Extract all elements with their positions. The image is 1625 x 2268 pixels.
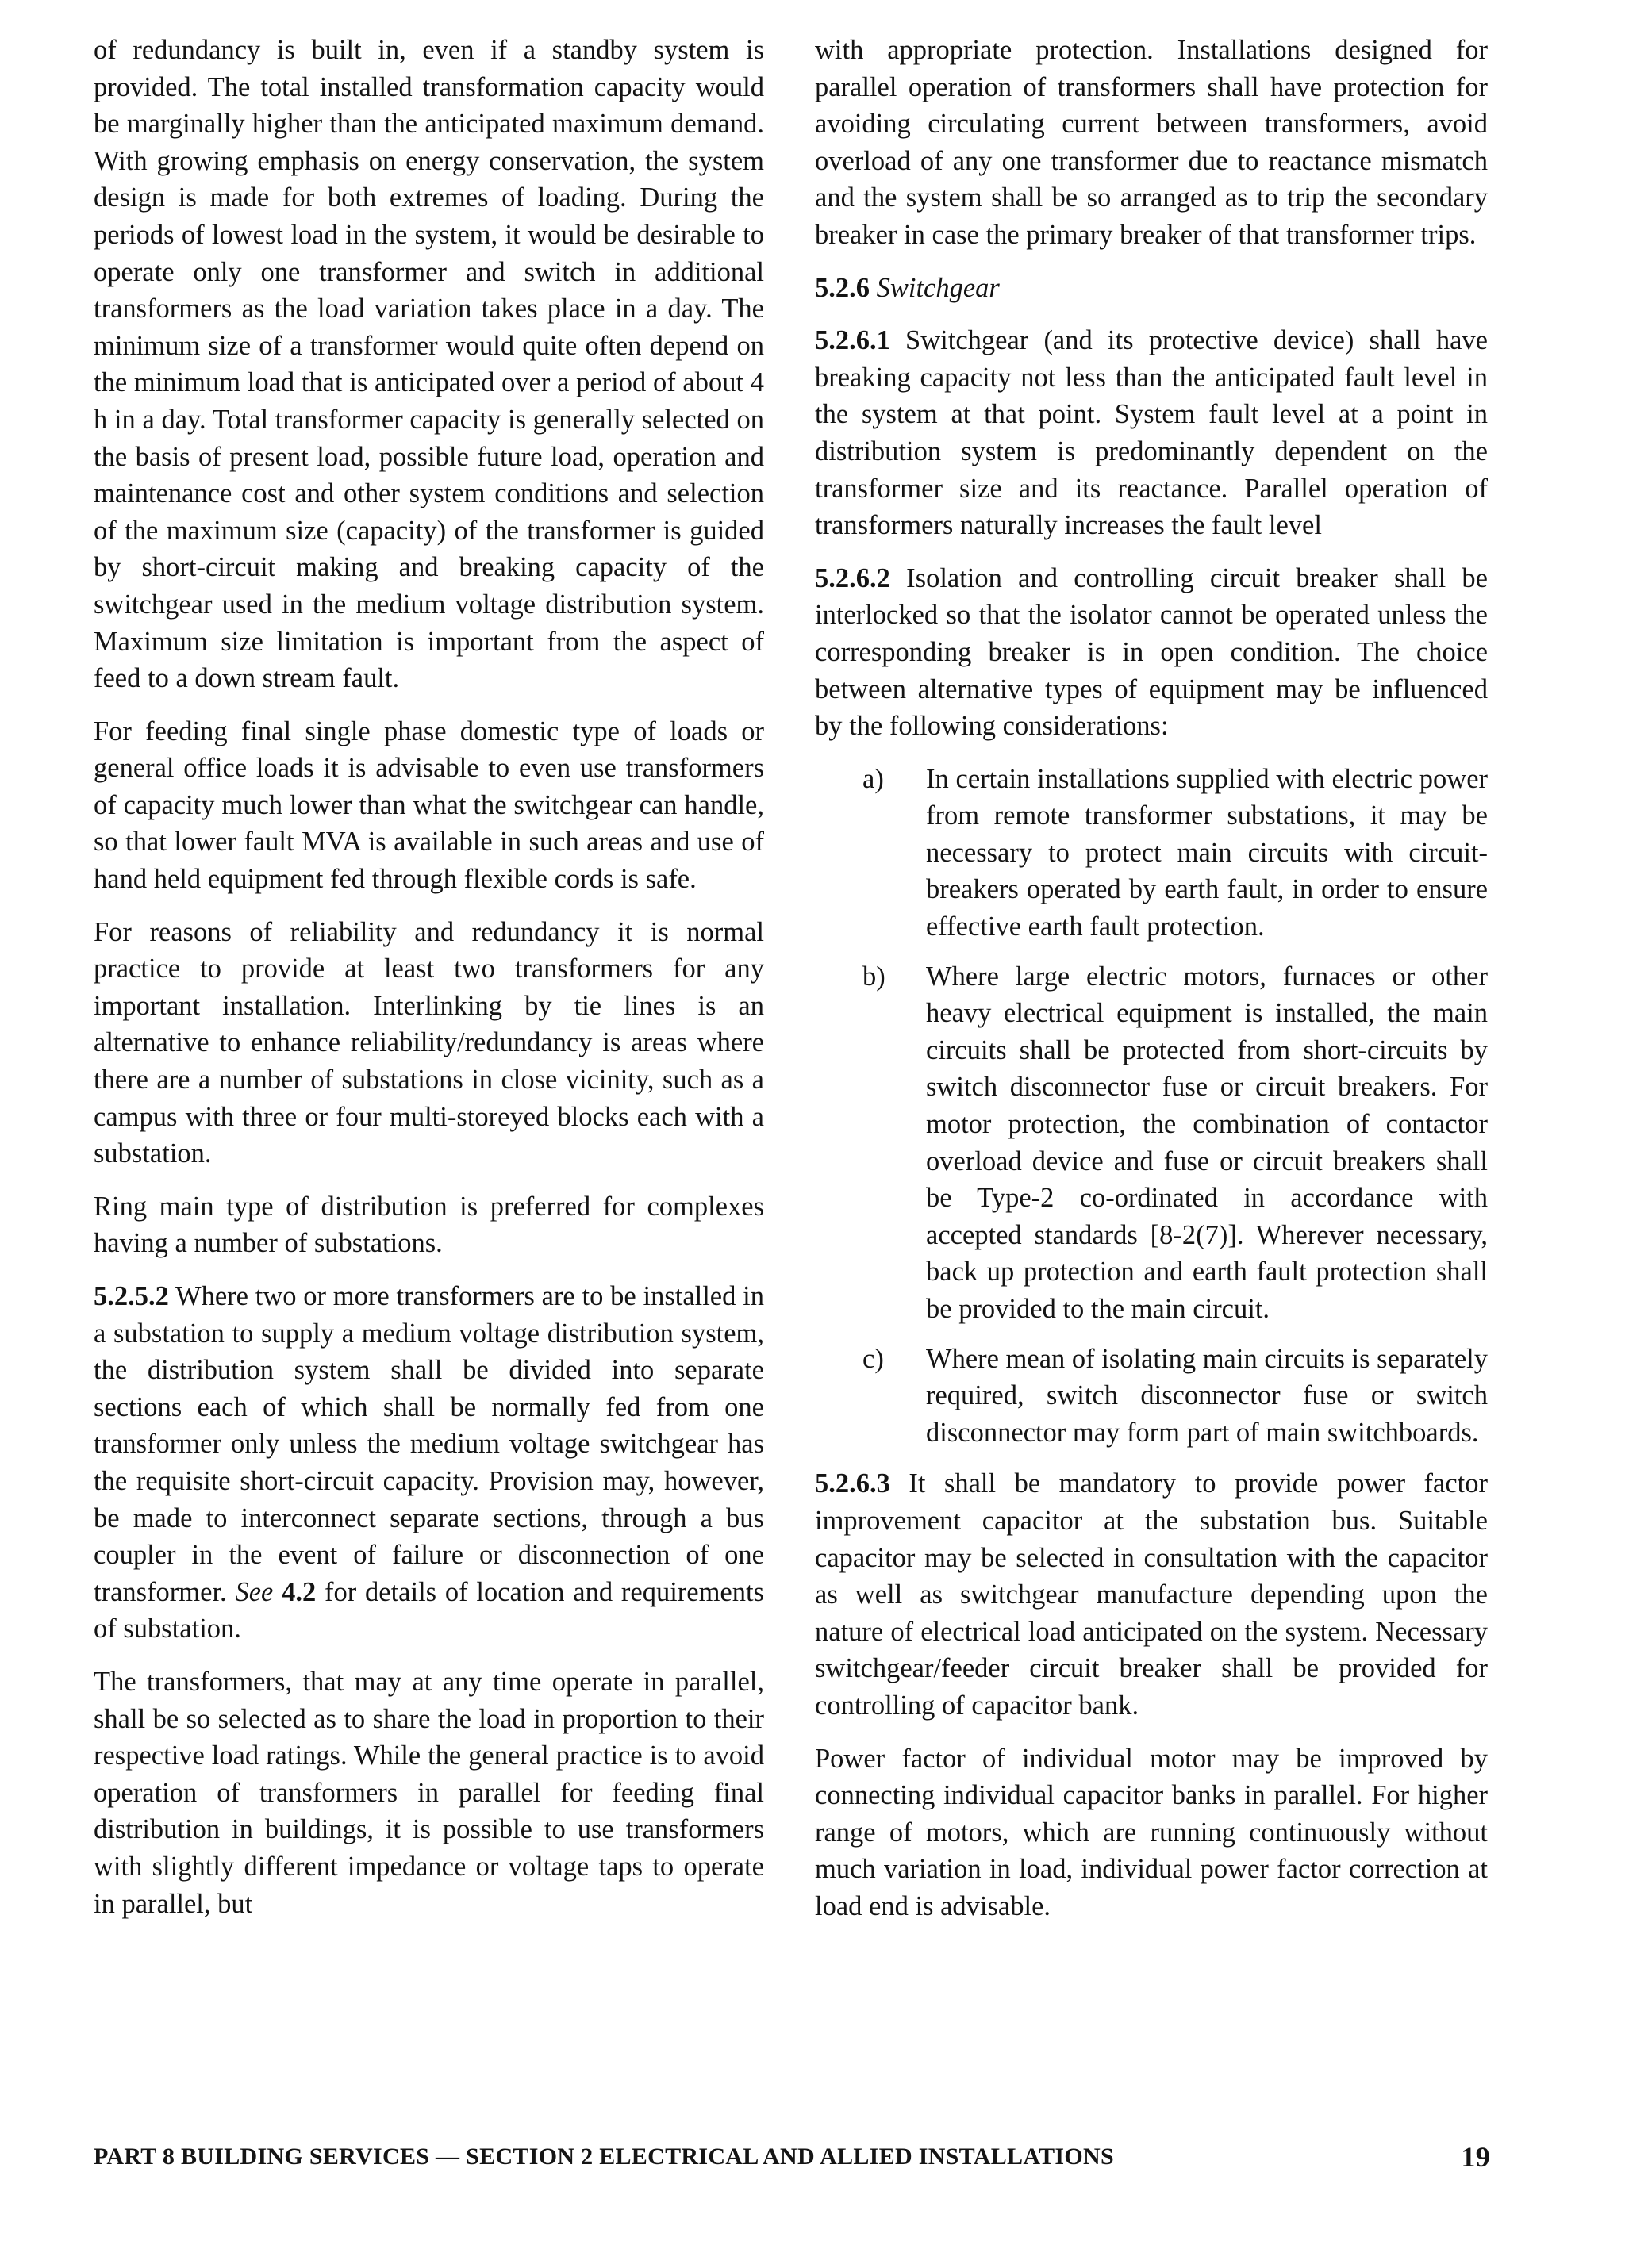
clause-5-2-6-1 [815, 322, 1488, 544]
clause-5-2-5-2 [94, 1278, 764, 1648]
paragraph-power-factor: Power factor of individual motor may be improved by connecting individual capacitor banks in parallel. For higher range of motors, which are running continuously without much variation in load, individual power factor correction at load end is advisable. [815, 1743, 1488, 1921]
list-item [815, 958, 1488, 1328]
clause-text: It shall be mandatory to provide power factor improvement capacitor at the substation bus. Suitable capacitor may be selected in consultation with the capacitor as well as switchgear manufacture depending upon the nature of electrical load anticipated on the system. Necessary switchgear/feeder circuit breaker shall be provided for controlling of capacitor bank. [815, 1468, 1488, 1721]
clause-text: Switchgear (and its protective device) shall have breaking capacity not less than the anticipated fault level in the system at that point. System fault level at a point in distribution system is predominantly dependent on the transformer size and its reactance. Parallel operation of transformers naturally increases the fault level [815, 325, 1488, 541]
see-reference-label: See [235, 1576, 274, 1607]
clause-number: 5.2.6.2 [815, 562, 890, 593]
paragraph-final-loads: For feeding final single phase domestic type of loads or general office loads it is advisable to even use transformers of capacity much lower than what the switchgear can handle, so that lower fault MVA is available in such areas and use of hand held equipment fed through flexible cords is safe. [94, 716, 764, 895]
page-number: 19 [1461, 2141, 1490, 2173]
list-marker: b) [862, 961, 885, 992]
clause-5-2-6-2 [815, 560, 1488, 745]
list-item [815, 1341, 1488, 1452]
list-item-text: Where large electric motors, furnaces or other heavy electrical equipment is installed, the main circuits shall be protected from short-circuits by switch disconnector fuse or circuit breakers. For motor protection, the combination of contactor overload device and fuse or circuit breakers shall be Type-2 co-ordinated in accordance with accepted standards [8-2(7)]. Wherever necessary, back up protection and earth fault protection shall be provided to the main circuit. [926, 961, 1488, 1324]
list-item-text: Where mean of isolating main circuits is separately required, switch disconnector fuse or switch disconnector may form part of main switchboards. [926, 1343, 1488, 1448]
clause-number: 5.2.5.2 [94, 1281, 169, 1311]
clause-5-2-6-3 [815, 1465, 1488, 1724]
considerations-list [815, 761, 1488, 1452]
section-reference: 4.2 [273, 1576, 317, 1607]
clause-text-tail: for details of location and requirements of substation. [94, 1576, 764, 1644]
footer-title: PART 8 BUILDING SERVICES — SECTION 2 ELECTRICAL AND ALLIED INSTALLATIONS [94, 2143, 1114, 2170]
heading-number: 5.2.6 [815, 272, 870, 303]
list-marker: c) [862, 1343, 884, 1374]
left-column [94, 32, 764, 1938]
section-heading-switchgear [815, 270, 1488, 307]
right-column [815, 32, 1488, 1941]
paragraph-reliability: For reasons of reliability and redundancy it is normal practice to provide at least two transformers for any important installation. Interlinking by tie lines is an alternative to enhance reliability/redundancy is areas where there are a number of substations in close vicinity, such as a campus with three or four multi-storeyed blocks each with a substation. [94, 916, 764, 1169]
paragraph-protection: with appropriate protection. Installations designed for parallel operation of transformers shall have protection for avoiding circulating current between transformers, avoid overload of any one transformer due to reactance mismatch and the system shall be so arranged as to trip the secondary breaker in case the primary breaker of that transformer trips. [815, 35, 1488, 250]
clause-text: Where two or more transformers are to be installed in a substation to supply a medium voltage distribution system, the distribution system shall be divided into separate sections each of which shall be normally fed from one transformer only unless the medium voltage switchgear has the requisite short-circuit capacity. Provision may, however, be made to interconnect separate sections, through a bus coupler in the event of failure or disconnection of one transformer. [94, 1281, 764, 1607]
paragraph-ring-main: Ring main type of distribution is preferred for complexes having a number of substations. [94, 1191, 764, 1259]
clause-number: 5.2.6.1 [815, 325, 890, 356]
paragraph-parallel-operation: The transformers, that may at any time operate in parallel, shall be so selected as to share the load in proportion to their respective load ratings. While the general practice is to avoid operation of transformers in parallel for feeding final distribution in buildings, it is possible to use transformers with slightly different impedance or voltage taps to operate in parallel, but [94, 1666, 764, 1919]
clause-text: Isolation and controlling circuit breaker shall be interlocked so that the isolator cannot be operated unless the corresponding breaker is in open condition. The choice between alternative types of equipment may be influenced by the following considerations: [815, 562, 1488, 742]
list-item-text: In certain installations supplied with electric power from remote transformer substations, it may be necessary to protect main circuits with circuit-breakers operated by earth fault, in order to ensure effective earth fault protection. [926, 763, 1488, 942]
list-marker: a) [862, 763, 884, 794]
heading-title: Switchgear [876, 272, 1000, 303]
paragraph-redundancy: of redundancy is built in, even if a standby system is provided. The total installed transformation capacity would be marginally higher than the anticipated maximum demand. With growing emphasis on energy conservation, the system design is made for both extremes of loading. During the periods of lowest load in the system, it would be desirable to operate only one transformer and switch in additional transformers as the load variation takes place in a day. The minimum size of a transformer would quite often depend on the minimum load that is anticipated over a period of about 4 h in a day. Total transformer capacity is generally selected on the basis of present load, possible future load, operation and maintenance cost and other system conditions and selection of the maximum size (capacity) of the transformer is guided by short-circuit making and breaking capacity of the switchgear used in the medium voltage distribution system. Maximum size limitation is important from the aspect of feed to a down stream fault. [94, 35, 764, 694]
clause-number: 5.2.6.3 [815, 1468, 890, 1499]
list-item [815, 761, 1488, 946]
